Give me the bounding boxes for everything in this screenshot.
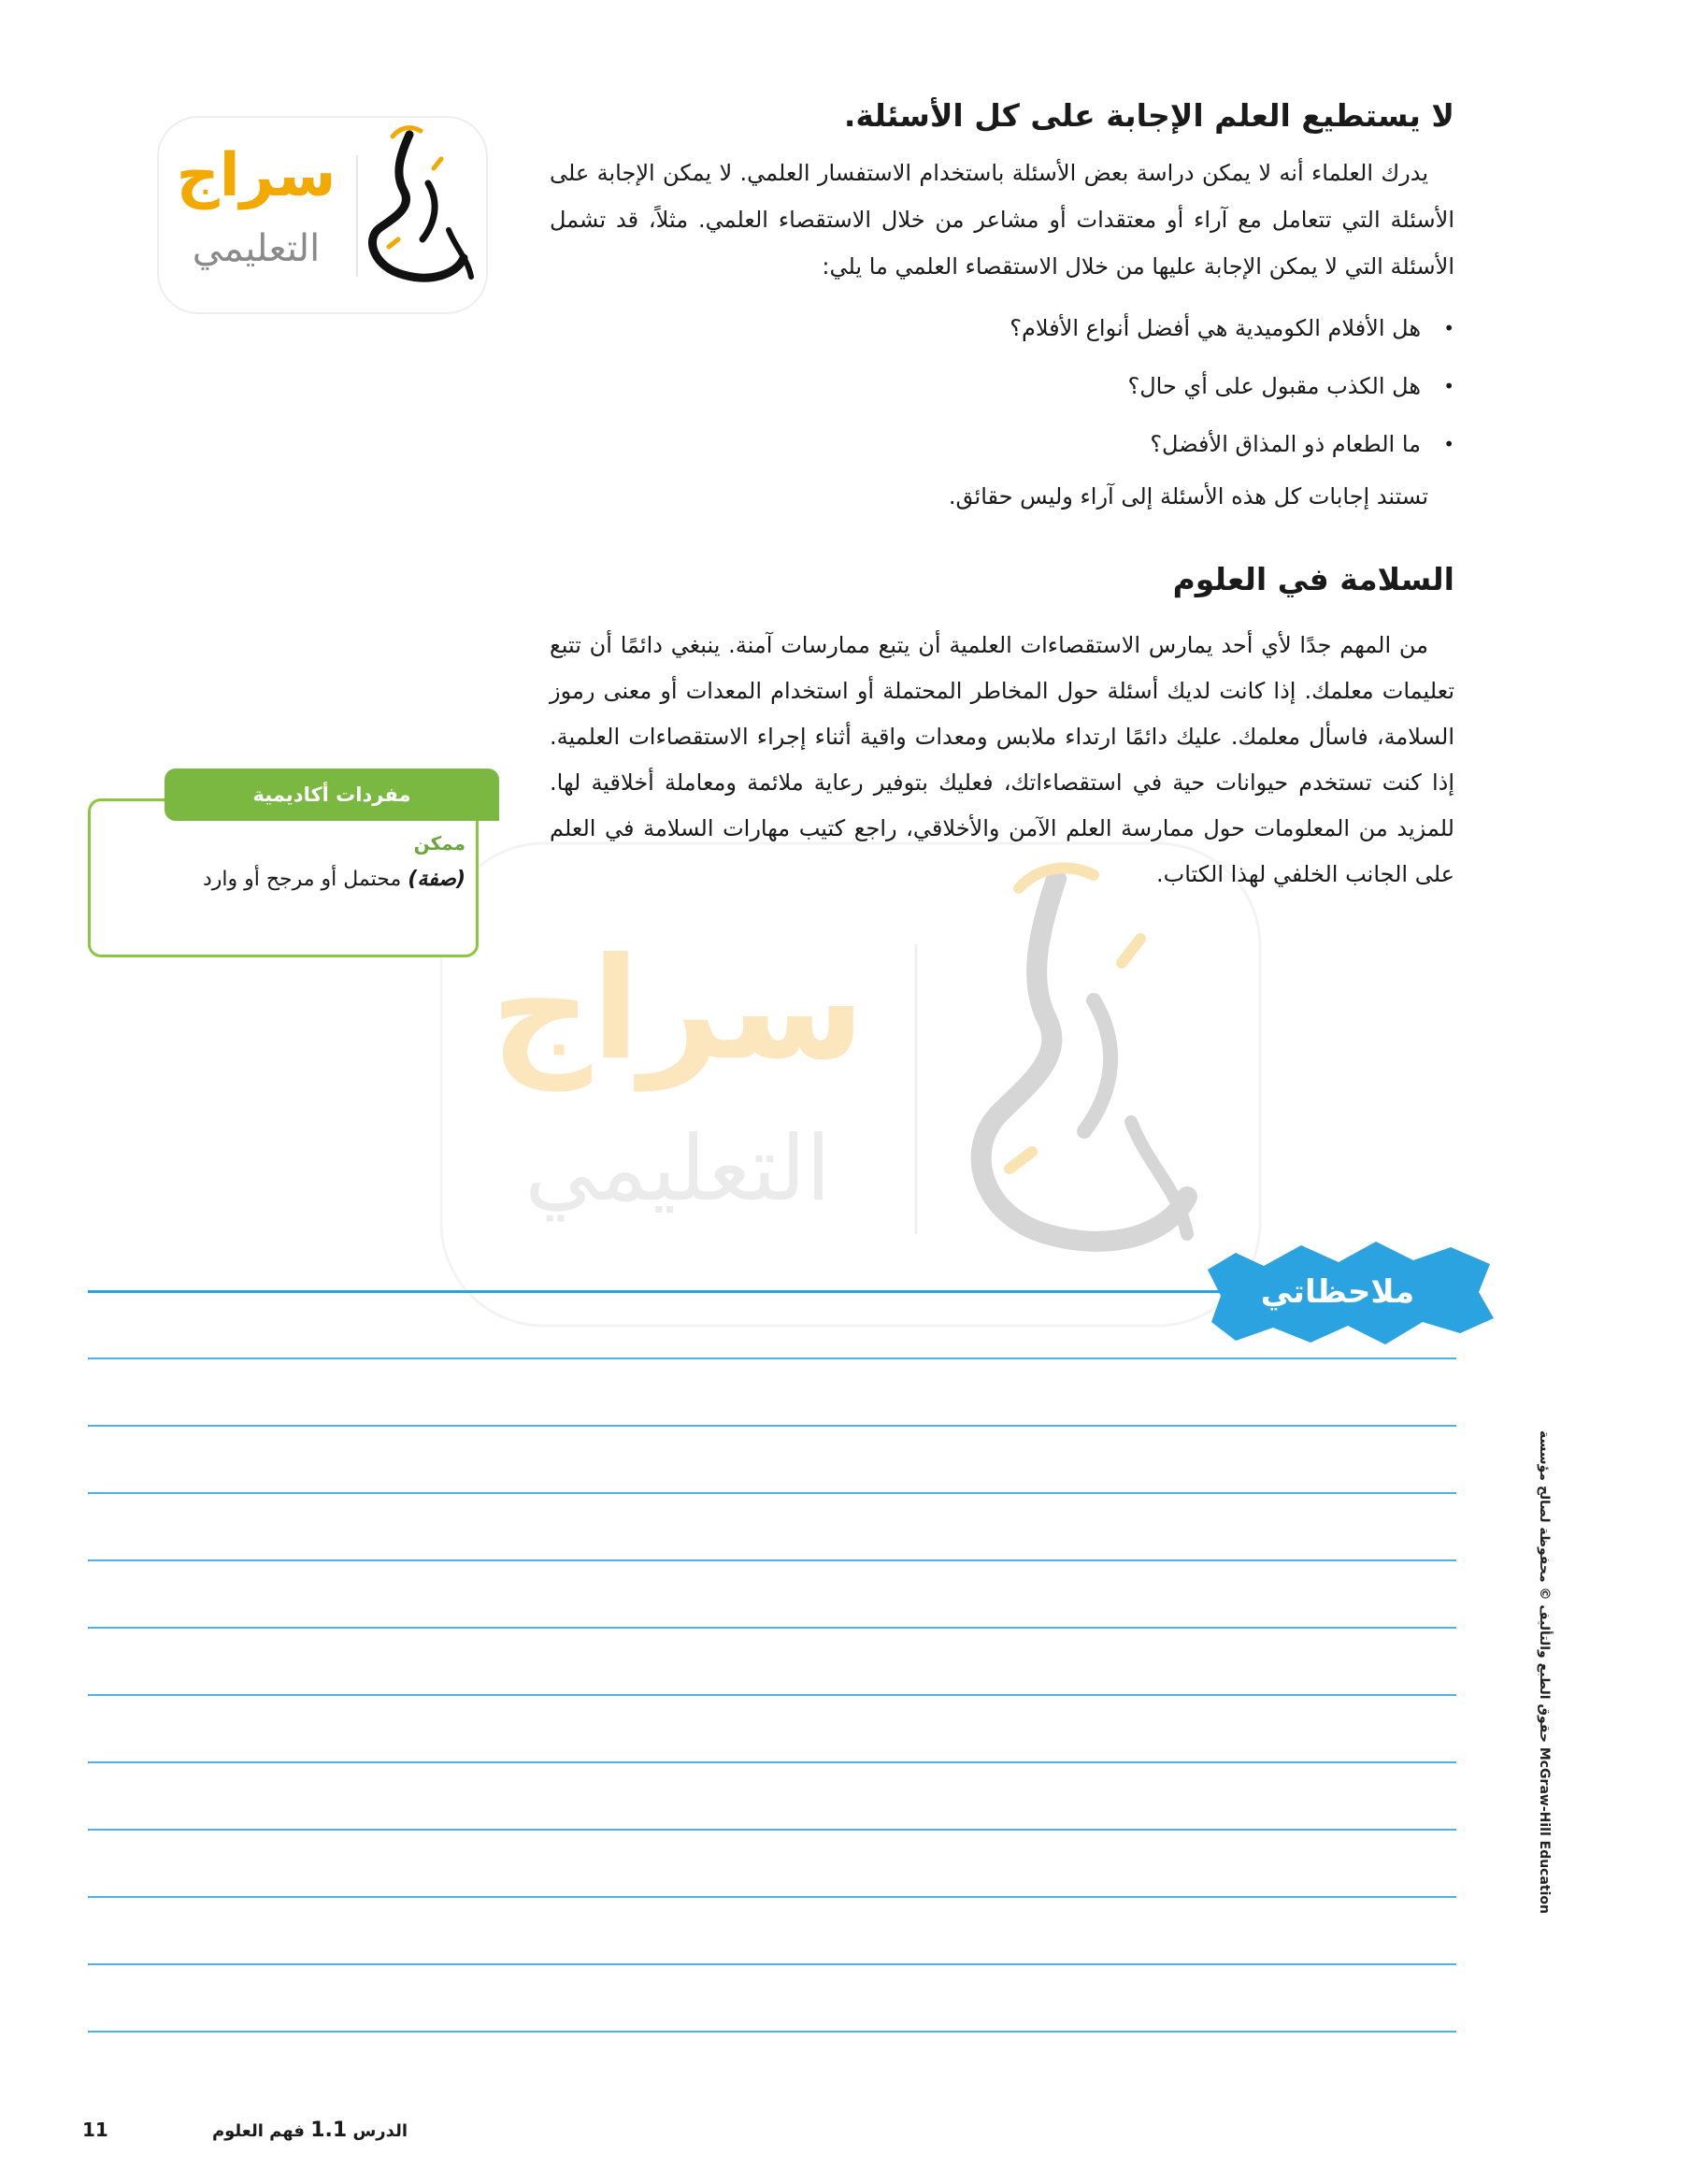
page-number: 11 — [82, 2119, 108, 2141]
section-heading-safety: السلامة في العلوم — [1172, 561, 1454, 597]
side-copyright-text: حقوق الطبع والتأليف © محفوظة لصالح مؤسسة McGraw-Hill Education — [1537, 1430, 1552, 1915]
vocab-definition — [112, 868, 465, 891]
notes-lines — [88, 1290, 1456, 2057]
notes-line — [88, 1829, 1456, 1831]
vocab-term: ممكن — [413, 832, 465, 855]
footer-lesson-word: الدرس — [352, 2121, 408, 2141]
paragraph-text: من المهم جدًا لأي أحد يمارس الاستقصاءات العلمية أن يتبع ممارسات آمنة. ينبغي دائمًا أن تتبع تعليمات معلمك. إذا كانت لديك أسئلة حول المخاطر المحتملة أو استخدام المعدات أو معنى رموز السلامة، فاسأل معلمك. عليك دائمًا ارتداء ملابس ومعدات واقية أثناء إجراء الاستقصاءات العلمية. إذا كنت تستخدم حيوانات حية في استقصاءاتك، فعليك بتوفير رعاية ملائمة ومعاملة أخلاقية لها. للمزيد من المعلومات حول ممارسة العلم الآمن والأخلاقي، راجع كتيب مهارات السلامة في العلم على الجانب الخلفي لهذا الكتاب. — [550, 632, 1454, 887]
section-conclusion: تستند إجابات كل هذه الأسئلة إلى آراء وليس حقائق. — [948, 483, 1428, 510]
main-column — [550, 0, 1454, 935]
footer-lesson-title: فهم العلوم — [211, 2121, 305, 2141]
list-item: • هل الأفلام الكوميدية هي أفضل أنواع الأفلام؟ — [550, 299, 1454, 357]
section-paragraph-safety — [550, 623, 1454, 898]
notes-line — [88, 1425, 1456, 1427]
notes-line — [88, 2031, 1456, 2033]
paragraph-text: يدرك العلماء أنه لا يمكن دراسة بعض الأسئلة باستخدام الاستفسار العلمي. لا يمكن الإجابة على الأسئلة التي تتعامل مع آراء أو معتقدات أو مشاعر من خلال الاستقصاء العلمي. مثلاً، قد تشمل الأسئلة التي لا يمكن الإجابة عليها من خلال الاستقصاء العلمي ما يلي: — [550, 160, 1454, 280]
notes-line — [88, 1761, 1456, 1763]
list-item: • ما الطعام ذو المذاق الأفضل؟ — [550, 415, 1454, 473]
notes-line — [88, 1559, 1456, 1561]
watermark-brand-sub: التعليمي — [524, 1116, 831, 1221]
notes-line — [88, 1694, 1456, 1696]
section-heading-limits: لا يستطيع العلم الإجابة على كل الأسئلة. — [843, 97, 1454, 134]
question-list — [550, 299, 1454, 473]
vocab-part-of-speech: (صفة) — [408, 868, 465, 891]
notes-line — [88, 1627, 1456, 1629]
section-paragraph-limits — [550, 150, 1454, 290]
logo-brand-sub: التعليمي — [192, 227, 321, 270]
watermark-brand-name: سراج — [490, 928, 866, 1091]
brand-logo — [157, 116, 488, 314]
notes-line — [88, 1963, 1456, 1965]
vocab-definition-text: محتمل أو مرجح أو وارد — [202, 868, 402, 891]
footer-lesson-number: 1.1 — [310, 2119, 348, 2142]
notes-line — [88, 1896, 1456, 1898]
side-copyright — [1533, 1430, 1570, 1915]
notes-line — [88, 1492, 1456, 1494]
notes-label: ملاحظاتي — [1260, 1273, 1415, 1311]
list-item: • هل الكذب مقبول على أي حال؟ — [550, 357, 1454, 415]
academic-vocab-title: مفردات أكاديمية — [165, 769, 499, 821]
notes-line — [88, 1358, 1456, 1359]
logo-brand-name: سراج — [176, 141, 337, 210]
footer-lesson — [183, 2119, 408, 2142]
